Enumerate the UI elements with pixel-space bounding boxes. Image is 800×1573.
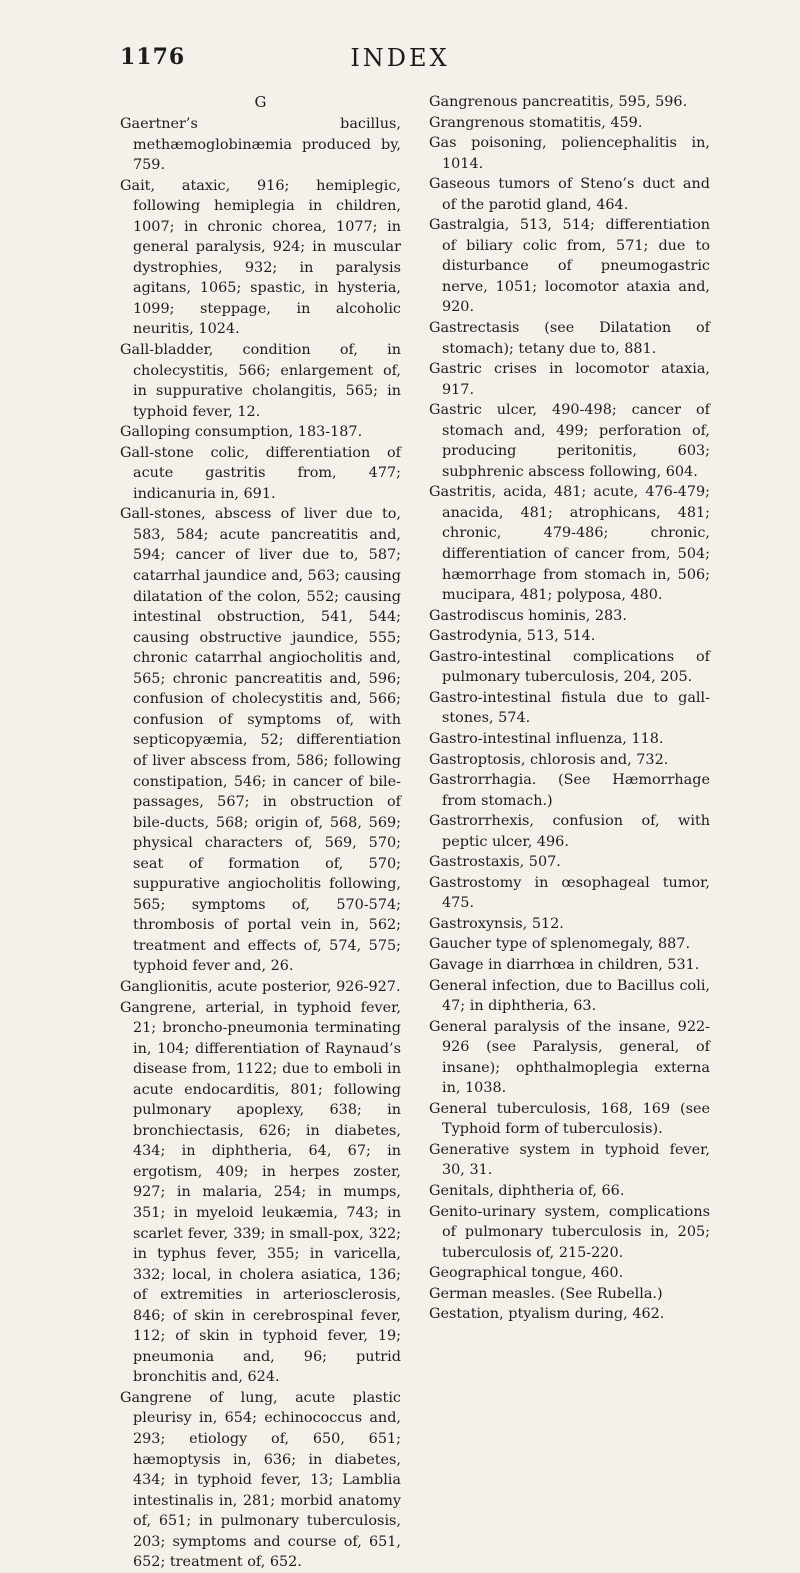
index-entry: Gastrectasis (see Dilatation of stomach); tetany due to, 881.: [429, 320, 710, 357]
index-entry: Gastroptosis, chlorosis and, 732.: [429, 751, 669, 768]
index-entry: Genitals, diphtheria of, 66.: [429, 1182, 625, 1199]
index-entry: Gaertner’s bacillus, methæmoglobinæmia produced by, 759.: [120, 116, 401, 174]
index-entry: Ganglionitis, acute posterior, 926-927.: [120, 978, 401, 995]
index-entry: General paralysis of the insane, 922-926 (see Paralysis, general, of insane); ophthalmoplegia externa in, 1038.: [429, 1018, 710, 1097]
index-entry: Gastrodynia, 513, 514.: [429, 628, 596, 645]
index-entry: General tuberculosis, 168, 169 (see Typhoid form of tuberculosis).: [429, 1100, 710, 1138]
index-entry: Gangrenous pancreatitis, 595, 596.: [429, 94, 688, 110]
index-entry: Gaucher type of splenomegaly, 887.: [429, 936, 691, 953]
section-letter: G: [254, 93, 267, 111]
index-entry: Gastritis, acida, 481; acute, 476-479; anacida, 481; atrophicans, 481; chronic, 479-486; chronic, differentiation of cancer from, 504; hæmorrhage from stomach in, 506; mucipara, 481; polyposa, 480.: [429, 484, 710, 604]
index-entry: Gastric ulcer, 490-498; cancer of stomach and, 499; perforation of, producing peritonitis, 603; subphrenic abscess following, 604.: [429, 402, 710, 480]
index-entry: Gastroxynsis, 512.: [429, 915, 564, 932]
index-entry: Gait, ataxic, 916; hemiplegic, following hemiplegia in children, 1007; in chronic chorea, 1077; in general paralysis, 924; in muscular dystrophies, 932; in paralysis agitans, 1065; spastic, in hysteria, 1099; steppage, in alcoholic neuritis, 1024.: [120, 177, 401, 338]
page-header: [120, 44, 680, 80]
index-columns: [120, 92, 710, 1571]
index-column-left: [120, 92, 401, 1573]
index-entry: Gangrene of lung, acute plastic pleurisy in, 654; echinococcus and, 293; etiology of, 650, 651; hæmoptysis in, 636; in diabetes, 434; in typhoid fever, 13; Lamblia intestinalis in, 281; morbid anatomy of, 651; in pulmonary tuberculosis, 203; symptoms and course of, 651, 652; treatment of, 652.: [120, 1389, 401, 1571]
page-number: 1176: [120, 44, 186, 70]
index-entry: Gall-stones, abscess of liver due to, 583, 584; acute pancreatitis and, 594; cancer of liver due to, 587; catarrhal jaundice and, 563; causing dilatation of the colon, 552; causing intestinal obstruction, 541, 544; causing obstructive jaundice, 555; chronic catarrhal angiocholitis and, 565; chronic pancreatitis and, 596; confusion of cholecystitis and, 566; confusion of symptoms of, with septicopyæmia, 52; differentiation of liver abscess from, 586; following constipation, 546; in cancer of bile-passages, 567; in obstruction of bile-ducts, 568; origin of, 568, 569; physical characters of, 569, 570; seat of formation of, 570; suppurative angiocholitis following, 565; symptoms of, 570-574; thrombosis of portal vein in, 562; treatment and effects of, 574, 575; typhoid fever and, 26.: [120, 506, 401, 975]
index-entry: Gestation, ptyalism during, 462.: [429, 1306, 665, 1323]
index-entry: Gastrostomy in œsophageal tumor, 475.: [429, 874, 710, 912]
index-entry: Gastro-intestinal complications of pulmonary tuberculosis, 204, 205.: [429, 648, 710, 686]
index-entry: German measles. (See Rubella.): [429, 1285, 663, 1302]
index-entry: Generative system in typhoid fever, 30, 31.: [429, 1141, 710, 1179]
index-entry: Gall-bladder, condition of, in cholecystitis, 566; enlargement of, in suppurative cholangitis, 565; in typhoid fever, 12.: [120, 342, 401, 420]
index-entry: Gastro-intestinal influenza, 118.: [429, 730, 664, 747]
index-entry: Gastric crises in locomotor ataxia, 917.: [429, 361, 710, 398]
index-entry: Gangrene, arterial, in typhoid fever, 21; broncho-pneumonia terminating in, 104; differentiation of Raynaud’s disease from, 1122; due to emboli in acute endocarditis, 801; following pulmonary apoplexy, 638; in bronchiectasis, 626; in diabetes, 434; in diphtheria, 64, 67; in ergotism, 409; in herpes zoster, 927; in malaria, 254; in mumps, 351; in myeloid leukæmia, 743; in scarlet fever, 339; in small-pox, 322; in typhus fever, 355; in varicella, 332; local, in cholera asiatica, 136; of extremities in arteriosclerosis, 846; of skin in cerebrospinal fever, 112; of skin in typhoid fever, 19; pneumonia and, 96; putrid bronchitis and, 624.: [120, 999, 401, 1386]
index-entry: Gas poisoning, poliencephalitis in, 1014.: [429, 135, 710, 172]
index-column-right: [429, 92, 710, 1325]
index-entry: Gall-stone colic, differentiation of acute gastritis from, 477; indicanuria in, 691.: [120, 444, 401, 502]
index-entry: Gastrorrhexis, confusion of, with peptic ulcer, 496.: [429, 813, 710, 850]
index-entry: Gastrorrhagia. (See Hæmorrhage from stomach.): [429, 772, 710, 809]
index-entry: Gastro-intestinal fistula due to gall-stones, 574.: [429, 689, 710, 727]
index-entry: Gastrostaxis, 507.: [429, 854, 561, 871]
index-entry: Gaseous tumors of Steno’s duct and of the parotid gland, 464.: [429, 176, 710, 213]
running-head: INDEX: [350, 44, 450, 72]
index-entry: General infection, due to Bacillus coli, 47; in diphtheria, 63.: [429, 977, 710, 1015]
index-entry: Galloping consumption, 183-187.: [120, 424, 363, 441]
index-entry: Gavage in diarrhœa in children, 531.: [429, 956, 700, 973]
index-entry: Grangrenous stomatitis, 459.: [429, 114, 643, 131]
index-entry: Gastrodiscus hominis, 283.: [429, 607, 627, 624]
index-entry: Genito-urinary system, complications of pulmonary tuberculosis in, 205; tuberculosis of, 215-220.: [429, 1203, 710, 1261]
index-entry: Gastralgia, 513, 514; differentiation of biliary colic from, 571; due to disturbance of pneumogastric nerve, 1051; locomotor ataxia and, 920.: [429, 217, 710, 316]
index-entry: Geographical tongue, 460.: [429, 1265, 624, 1282]
